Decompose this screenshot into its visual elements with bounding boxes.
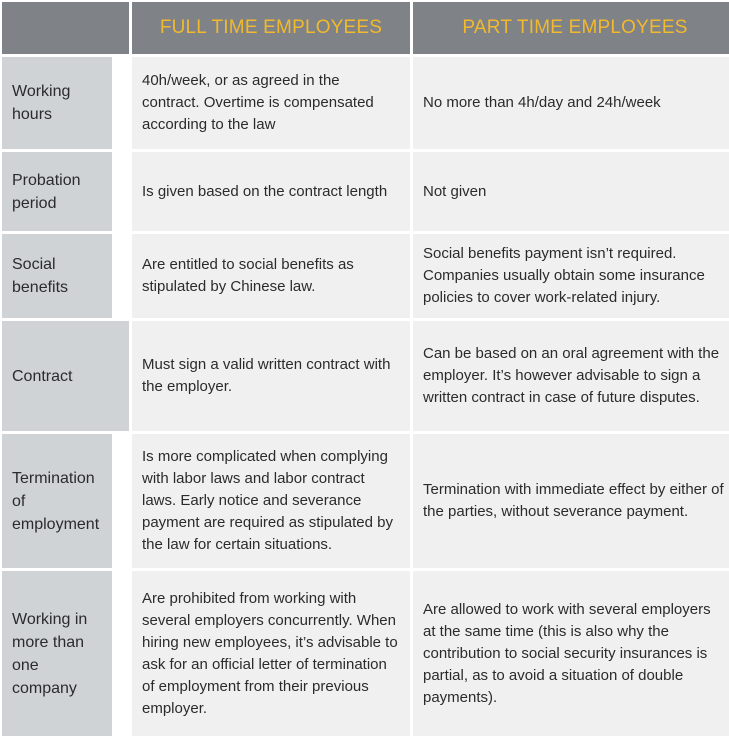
row-label-social-benefits: Social benefits [2,234,112,318]
full-time-social-benefits: Are entitled to social benefits as stipulated by Chinese law. [132,234,410,318]
row-label-contract: Contract [2,321,129,431]
full-time-termination-of-employment: Is more complicated when complying with labor laws and labor contract laws. Early notice and severance payment are required as stipulated by the law for certain situations. [132,434,410,568]
full-time-probation-period: Is given based on the contract length [132,152,410,231]
row-label-working-hours: Working hours [2,57,112,149]
part-time-probation-period: Not given [413,152,729,231]
full-time-working-in-more-than-one-company: Are prohibited from working with several employers concurrently. When hiring new employees, it’s advisable to ask for an official letter of termination of employment from their previous employer. [132,571,410,736]
part-time-termination-of-employment: Termination with immediate effect by either of the parties, without severance payment. [413,434,729,568]
row-label-termination-of-employment: Termination of employment [2,434,112,568]
part-time-working-in-more-than-one-company: Are allowed to work with several employers at the same time (this is also why the contribution to social security insurances is partial, as to avoid a situation of double payments). [413,571,729,736]
part-time-contract: Can be based on an oral agreement with the employer. It’s however advisable to sign a written contract in case of future disputes. [413,321,729,431]
part-time-working-hours: No more than 4h/day and 24h/week [413,57,729,149]
row-label-probation-period: Probation period [2,152,112,231]
header-full-time: FULL TIME EMPLOYEES [132,2,410,54]
full-time-contract: Must sign a valid written contract with the employer. [132,321,410,431]
full-time-working-hours: 40h/week, or as agreed in the contract. Overtime is compensated according to the law [132,57,410,149]
row-label-working-in-more-than-one-company: Working in more than one company [2,571,112,736]
header-part-time: PART TIME EMPLOYEES [413,2,729,54]
header-corner-cell [2,2,129,54]
part-time-social-benefits: Social benefits payment isn’t required. Companies usually obtain some insurance policies to cover work-related injury. [413,234,729,318]
